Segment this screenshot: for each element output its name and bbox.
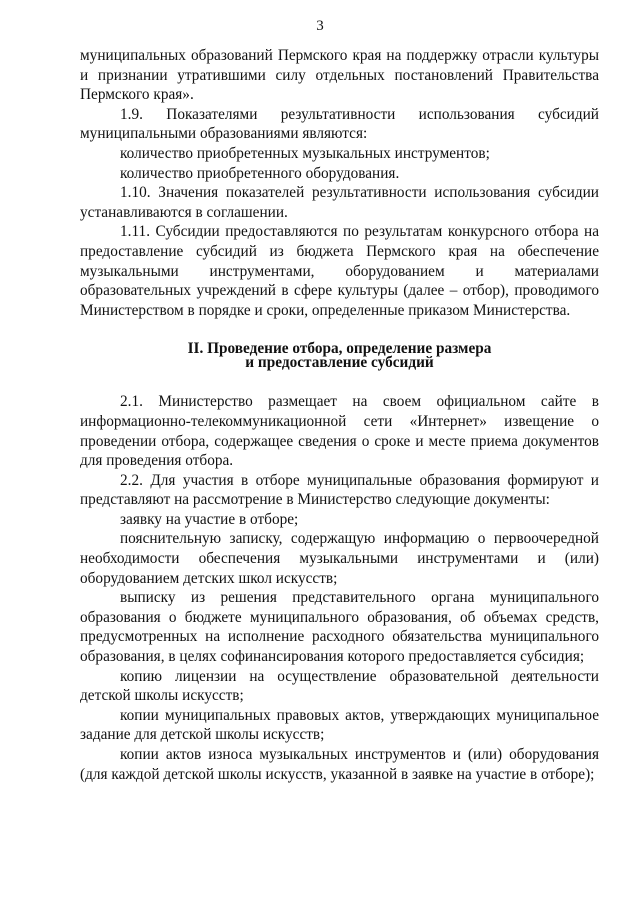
paragraph: 1.10. Значения показателей результативности использования субсидии устанавливаются в соглашении.	[80, 184, 599, 221]
section-heading	[80, 342, 599, 370]
paragraph: выписку из решения представительного органа муниципального образования о бюджете муниципального образования, об объемах средств, предусмотренных на исполнение расходного обязательства муниципального образования, в целях софинансирования которого предоставляется субсидия;	[80, 589, 599, 666]
paragraph: пояснительную записку, содержащую информацию о первоочередной необходимости обеспечения музыкальными инструментами и (или) оборудованием детских школ искусств;	[80, 530, 599, 587]
paragraph: количество приобретенного оборудования.	[120, 164, 400, 182]
page-number: 3	[316, 18, 324, 34]
paragraph: муниципальных образований Пермского края на поддержку отрасли культуры и признании утратившими силу отдельных постановлений Правительства Пермского края».	[80, 47, 599, 104]
paragraphs-after-section	[80, 392, 599, 784]
paragraph: заявку на участие в отборе;	[120, 510, 299, 528]
section-heading-line-1: II. Проведение отбора, определение размера	[187, 340, 492, 358]
paragraph: 1.11. Субсидии предоставляются по результатам конкурсного отбора на предоставление субсидий из бюджета Пермского края на обеспечение музыкальными инструментами, оборудованием и материалами образовательных учреждений в сфере культуры (далее – отбор), проводимого Министерством в порядке и сроки, определенные приказом Министерства.	[80, 223, 599, 319]
paragraph: 2.2. Для участия в отборе муниципальные образования формируют и представляют на рассмотрение в Министерство следующие документы:	[80, 471, 599, 509]
paragraph: 2.1. Министерство размещает на своем официальном сайте в информационно-телекоммуникационной сети «Интернет» извещение о проведении отбора, содержащее сведения о сроке и месте приема документов для проведения отбора.	[80, 393, 599, 470]
paragraph: копию лицензии на осуществление образовательной деятельности детской школы искусств;	[80, 667, 599, 705]
paragraph: количество приобретенных музыкальных инструментов;	[120, 144, 490, 162]
paragraph: 1.9. Показателями результативности использования субсидий муниципальными образованиями являются:	[80, 105, 599, 143]
paragraph: копии актов износа музыкальных инструментов и (или) оборудования (для каждой детской школы искусств, указанной в заявке на участие в отборе);	[80, 746, 599, 783]
document-body	[80, 46, 599, 784]
section-heading-line-2: и предоставление субсидий	[245, 354, 434, 372]
paragraphs-before-section	[80, 46, 599, 320]
paragraph: копии муниципальных правовых актов, утверждающих муниципальное задание для детской школы искусств;	[80, 706, 599, 744]
